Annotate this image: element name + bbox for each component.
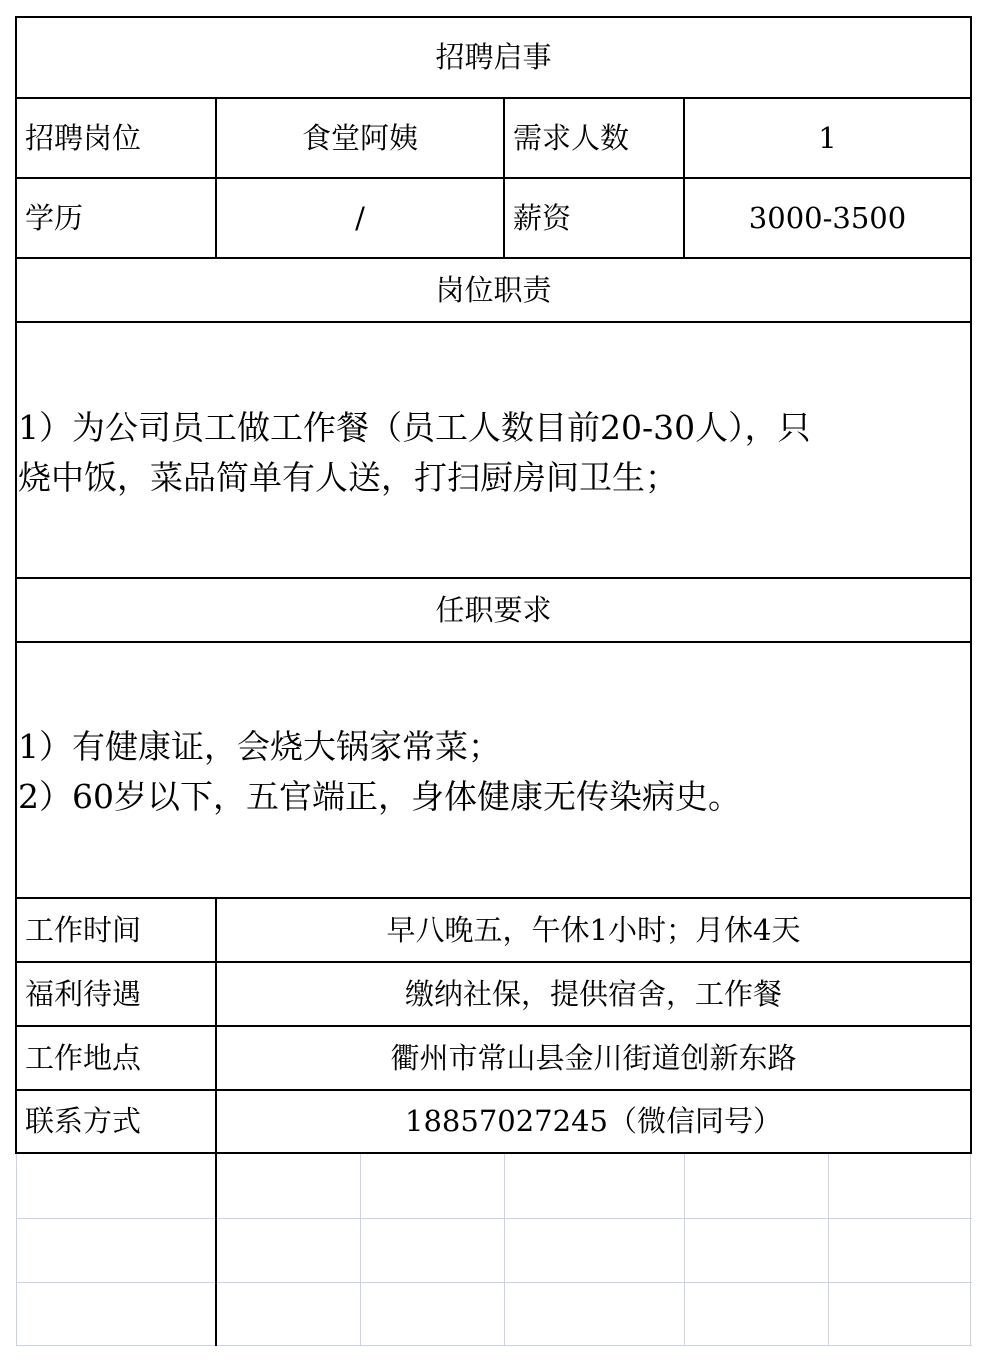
benefits-label: 福利待遇 <box>25 976 142 1011</box>
salary-label: 薪资 <box>513 200 572 235</box>
empty-grid-row-line <box>16 1282 972 1283</box>
work-location-value: 衢州市常山县金川街道创新东路 <box>390 1040 797 1075</box>
notice-title: 招聘启事 <box>435 40 552 74</box>
empty-grid-column-line <box>360 1154 361 1346</box>
duties-line-1: 1）为公司员工做工作餐（员工人数目前20-30人），只 <box>18 408 811 447</box>
empty-grid-column-line <box>970 1154 971 1346</box>
requirements-line-1: 1）有健康证，会烧大锅家常菜； <box>18 727 501 766</box>
table-border <box>970 16 972 1154</box>
duties-line-2: 烧中饭，菜品简单有人送，打扫厨房间卫生； <box>18 458 678 497</box>
education-value: / <box>355 200 365 235</box>
table-border <box>16 641 972 643</box>
empty-grid-column-line <box>16 1154 17 1346</box>
table-border <box>16 1152 972 1154</box>
position-label: 招聘岗位 <box>25 120 142 155</box>
work-hours-value: 早八晚五，午休1小时；月休4天 <box>386 912 801 947</box>
education-label: 学历 <box>25 200 84 235</box>
work-location-label: 工作地点 <box>25 1040 142 1075</box>
empty-grid-column-line <box>828 1154 829 1346</box>
requirements-heading: 任职要求 <box>435 592 552 627</box>
empty-grid-row-line <box>16 1218 972 1219</box>
table-border <box>16 321 972 323</box>
work-hours-label: 工作时间 <box>25 912 142 947</box>
position-value: 食堂阿姨 <box>301 120 418 155</box>
headcount-value: 1 <box>818 120 837 155</box>
requirements-line-2: 2）60岁以下，五官端正，身体健康无传染病史。 <box>18 777 741 816</box>
empty-grid-column-line <box>215 1154 217 1346</box>
empty-grid-column-line <box>504 1154 505 1346</box>
empty-grid-row-line <box>16 1345 972 1346</box>
headcount-label: 需求人数 <box>513 120 630 155</box>
duties-heading: 岗位职责 <box>435 272 552 307</box>
contact-value: 18857027245（微信同号） <box>405 1104 782 1138</box>
salary-value: 3000-3500 <box>748 200 907 235</box>
benefits-value: 缴纳社保，提供宿舍，工作餐 <box>404 976 782 1011</box>
contact-label: 联系方式 <box>25 1104 142 1138</box>
empty-grid-column-line <box>684 1154 685 1346</box>
